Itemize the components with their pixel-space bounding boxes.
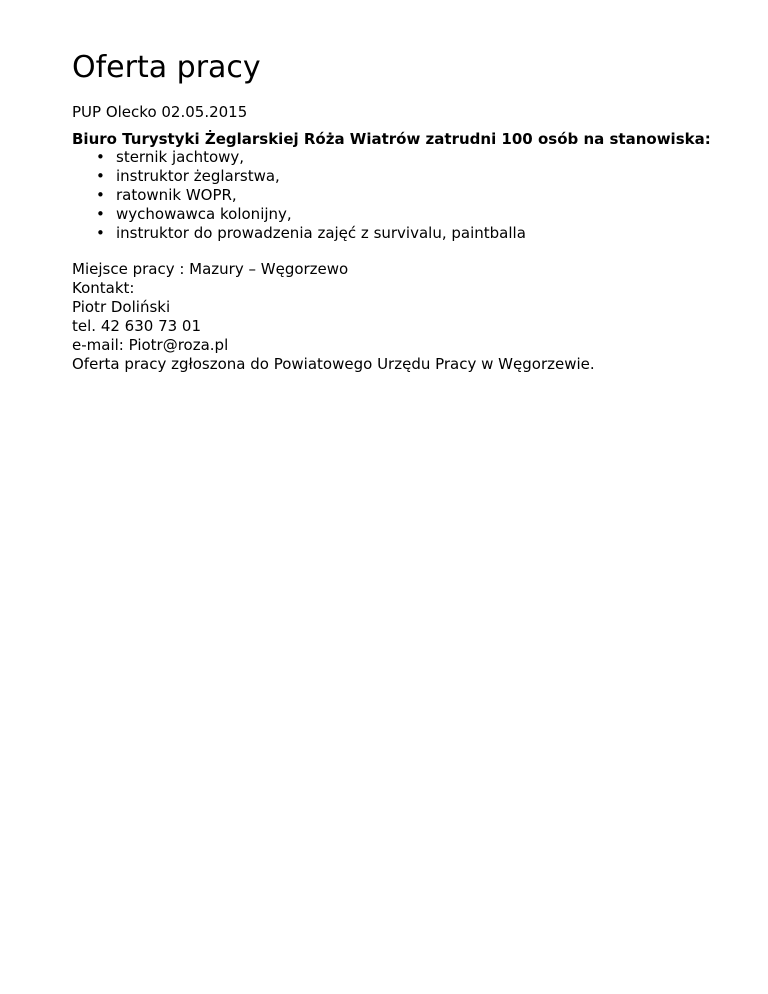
position-label: instruktor żeglarstwa, bbox=[116, 167, 280, 185]
workplace-line: Miejsce pracy : Mazury – Węgorzewo bbox=[72, 260, 349, 278]
bullet-icon: • bbox=[96, 148, 105, 166]
positions-list bbox=[72, 148, 526, 243]
offer-headline: Biuro Turystyki Żeglarskiej Róża Wiatrów zatrudni 100 osób na stanowiska: bbox=[72, 130, 711, 148]
bullet-icon: • bbox=[96, 224, 105, 242]
source-date: PUP Olecko 02.05.2015 bbox=[72, 103, 248, 121]
email-line: e-mail: Piotr@roza.pl bbox=[72, 336, 229, 354]
position-label: instruktor do prowadzenia zajęć z survivalu, paintballa bbox=[116, 224, 526, 242]
position-label: sternik jachtowy, bbox=[116, 148, 245, 166]
list-item bbox=[72, 167, 526, 186]
bullet-icon: • bbox=[96, 205, 105, 223]
phone-line: tel. 42 630 73 01 bbox=[72, 317, 202, 335]
contact-name: Piotr Doliński bbox=[72, 298, 171, 316]
list-item bbox=[72, 224, 526, 243]
page-title: Oferta pracy bbox=[72, 50, 261, 85]
contact-label: Kontakt: bbox=[72, 279, 135, 297]
bullet-icon: • bbox=[96, 167, 105, 185]
list-item bbox=[72, 205, 526, 224]
bullet-icon: • bbox=[96, 186, 105, 204]
position-label: wychowawca kolonijny, bbox=[116, 205, 292, 223]
footer-note: Oferta pracy zgłoszona do Powiatowego Urzędu Pracy w Węgorzewie. bbox=[72, 355, 595, 373]
list-item bbox=[72, 148, 526, 167]
contact-block bbox=[72, 260, 595, 374]
position-label: ratownik WOPR, bbox=[116, 186, 237, 204]
list-item bbox=[72, 186, 526, 205]
